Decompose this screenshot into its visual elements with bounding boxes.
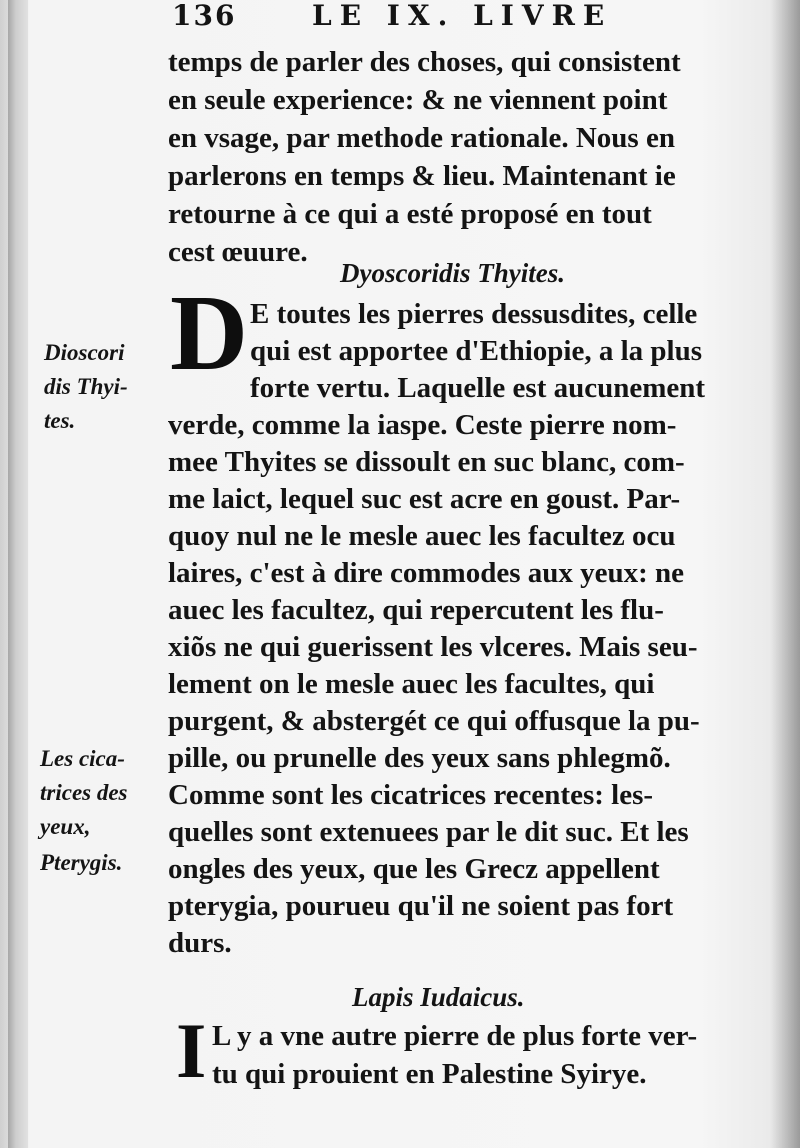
- text-line: en vsage, par methode rationale. Nous en: [168, 122, 675, 154]
- margin-note: trices des: [40, 780, 128, 805]
- text-line: verde, comme la iaspe. Ceste pierre nom-: [168, 409, 677, 441]
- text-line: ongles des yeux, que les Grecz appellent: [168, 853, 660, 885]
- margin-note: Dioscori: [44, 340, 125, 365]
- text-line: laires, c'est à dire commodes aux yeux: ne: [168, 557, 685, 589]
- section-heading: Lapis Iudaicus.: [352, 982, 525, 1012]
- page-number: 136: [172, 0, 237, 32]
- text-line: pterygia, pourueu qu'il ne soient pas fort: [168, 890, 674, 922]
- text-line: pille, ou prunelle des yeux sans phlegmõ.: [168, 742, 671, 774]
- text-line: xiõs ne qui guerissent les vlceres. Mais seu-: [168, 631, 698, 663]
- margin-note: dis Thyi-: [44, 374, 128, 399]
- text-line: me laict, lequel suc est acre en goust. Par-: [168, 483, 681, 515]
- text-line: auec les facultez, qui repercutent les flu-: [168, 594, 664, 626]
- text-line: mee Thyites se dissoult en suc blanc, com-: [168, 446, 685, 478]
- text-line: L y a vne autre pierre de plus forte ver-: [212, 1020, 698, 1052]
- text-line: cest œuure.: [168, 236, 308, 268]
- text-line: quoy nul ne le mesle auec les facultez ocu: [168, 520, 676, 552]
- text-line: forte vertu. Laquelle est aucunement: [250, 372, 706, 404]
- text-line: temps de parler des choses, qui consistent: [168, 46, 681, 78]
- text-line: retourne à ce qui a esté proposé en tout: [168, 198, 652, 230]
- text-line: durs.: [168, 927, 232, 959]
- margin-note: Les cica-: [40, 746, 125, 771]
- text-line: en seule experience: & ne viennent point: [168, 84, 668, 116]
- running-title: LE IX. LIVRE: [312, 0, 613, 32]
- drop-cap: I: [176, 1007, 207, 1094]
- text-line: purgent, & abstergét ce qui offusque la pu-: [168, 705, 700, 737]
- drop-cap: D: [170, 274, 248, 393]
- page-spine-shadow: [8, 0, 28, 1148]
- text-line: E toutes les pierres dessusdites, celle: [250, 298, 698, 330]
- text-line: Comme sont les cicatrices recentes: les-: [168, 779, 654, 811]
- page-header: [172, 0, 772, 32]
- text-line: qui est apportee d'Ethiopie, a la plus: [250, 335, 702, 367]
- section-heading: Dyoscoridis Thyites.: [340, 258, 565, 288]
- margin-note: yeux,: [40, 814, 91, 839]
- text-line: quelles sont extenuees par le dit suc. Et les: [168, 816, 689, 848]
- text-line: lement on le mesle auec les facultes, qui: [168, 668, 655, 700]
- margin-note: Pterygis.: [40, 850, 123, 875]
- text-line: tu qui prouient en Palestine Syirye.: [212, 1058, 647, 1090]
- margin-note: tes.: [44, 408, 76, 433]
- text-line: parlerons en temps & lieu. Maintenant ie: [168, 160, 676, 192]
